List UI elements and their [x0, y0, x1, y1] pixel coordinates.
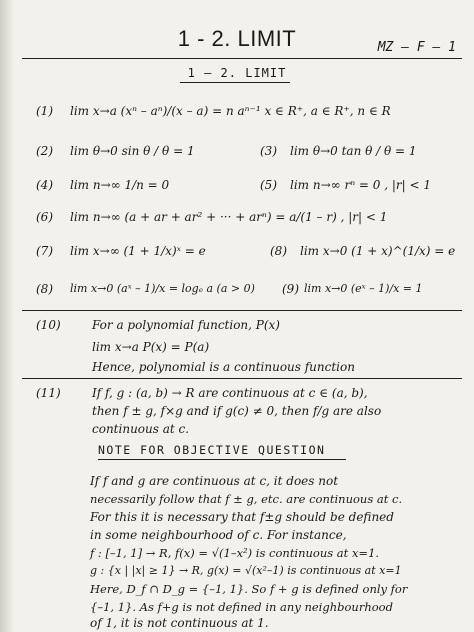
- section-underline: [180, 82, 290, 83]
- formula-number: (5): [260, 178, 277, 192]
- formula-number: (7): [36, 244, 53, 258]
- item10-line: lim x→a P(x) = P(a): [92, 340, 210, 354]
- note-line: of 1, it is not continuous at 1.: [90, 616, 269, 630]
- formula-number: (8): [36, 282, 53, 296]
- formula-number: (3): [260, 144, 277, 158]
- header-rule: [22, 58, 462, 59]
- item11-line: If f, g : (a, b) → R are continuous at c ∈ (a, b),: [92, 386, 368, 400]
- formula-line: lim n→∞ (a + ar + ar² + ··· + arⁿ) = a/(1 – r) , |r| < 1: [70, 210, 388, 224]
- item11-line: continuous at c.: [92, 422, 190, 436]
- item-number: (11): [36, 386, 61, 400]
- formula-number: (6): [36, 210, 53, 224]
- item10-line: For a polynomial function, P(x): [92, 318, 280, 332]
- item11-line: then f ± g, f×g and if g(c) ≠ 0, then f/g are also: [92, 404, 382, 418]
- formula-number: (8): [270, 244, 287, 258]
- formula-line: lim x→0 (eˣ – 1)/x = 1: [304, 282, 423, 295]
- page-code: MZ – F – 1: [377, 40, 456, 55]
- item10-line: Hence, polynomial is a continuous function: [92, 360, 355, 374]
- note-line: in some neighbourhood of c. For instance,: [90, 528, 347, 542]
- formula-line: lim x→a (xⁿ – aⁿ)/(x – a) = n aⁿ⁻¹ x ∈ R⁺, a ∈ R⁺, n ∈ R: [70, 104, 391, 118]
- note-underline: [98, 459, 346, 460]
- formula-number: (1): [36, 104, 53, 118]
- note-line: {–1, 1}. As f+g is not defined in any neighbourhood: [90, 600, 393, 614]
- formula-line: lim θ→0 sin θ / θ = 1: [70, 144, 195, 158]
- item-number: (10): [36, 318, 61, 332]
- formula-number: (9): [282, 282, 299, 296]
- formula-line: lim x→0 (aˣ – 1)/x = logₑ a (a > 0): [70, 282, 255, 295]
- note-line: f : [–1, 1] → R, f(x) = √(1–x²) is continuous at x=1.: [90, 546, 380, 560]
- note-line: necessarily follow that f ± g, etc. are continuous at c.: [90, 492, 403, 506]
- formula-number: (4): [36, 178, 53, 192]
- divider-rule: [22, 378, 462, 379]
- divider-rule: [22, 310, 462, 311]
- formula-line: lim x→∞ (1 + 1/x)ˣ = e: [70, 244, 206, 258]
- section-title: 1 – 2. LIMIT: [187, 66, 287, 80]
- formula-line: lim n→∞ rⁿ = 0 , |r| < 1: [290, 178, 431, 192]
- note-line: g : {x | |x| ≥ 1} → R, g(x) = √(x²–1) is continuous at x=1: [90, 564, 402, 577]
- note-line: For this it is necessary that f±g should be defined: [90, 510, 394, 524]
- page-edge-shadow: [0, 0, 14, 632]
- page-header-title: 1 - 2. LIMIT: [177, 26, 297, 51]
- note-line: Here, D_f ∩ D_g = {–1, 1}. So f + g is defined only for: [90, 582, 408, 596]
- formula-line: lim x→0 (1 + x)^(1/x) = e: [300, 244, 456, 258]
- note-line: If f and g are continuous at c, it does not: [90, 474, 339, 488]
- note-title: NOTE FOR OBJECTIVE QUESTION: [98, 443, 326, 457]
- formula-line: lim n→∞ 1/n = 0: [70, 178, 170, 192]
- formula-number: (2): [36, 144, 53, 158]
- formula-line: lim θ→0 tan θ / θ = 1: [290, 144, 417, 158]
